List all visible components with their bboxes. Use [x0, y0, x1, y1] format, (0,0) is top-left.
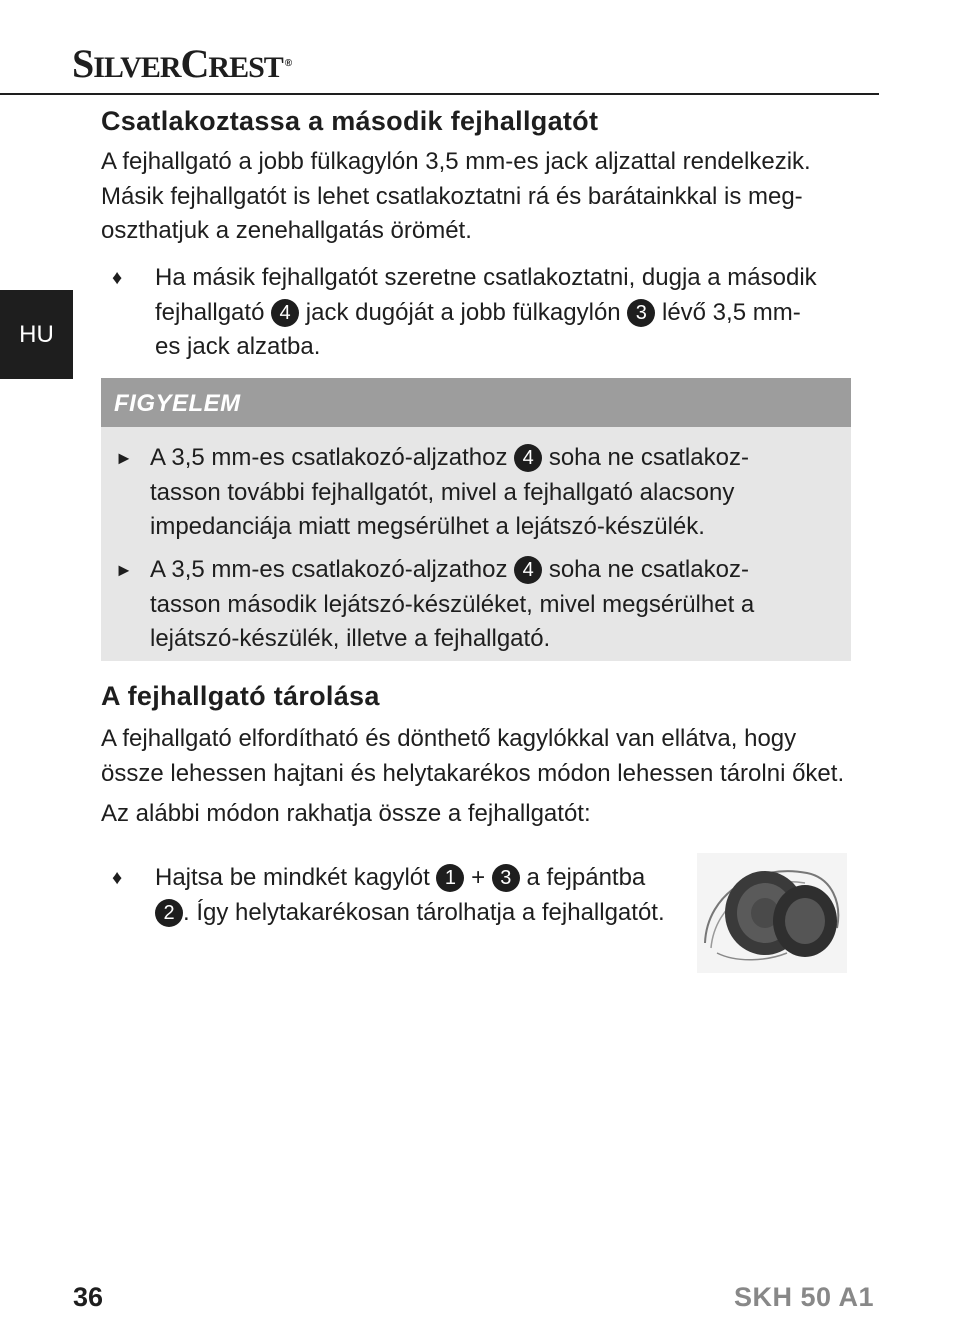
warning-item	[115, 553, 835, 657]
text-line: A 3,5 mm-es csatlakozó-aljzathoz 4 soha ne csatlakoz-	[150, 444, 749, 471]
text-line: fejhallgató 4 jack dugóját a jobb fülkagylón 3 lévő 3,5 mm-	[155, 298, 801, 326]
brand-logo: SILVERCREST ®	[72, 41, 292, 86]
model-number: SKH 50 A1	[733, 1282, 874, 1312]
diamond-bullet-icon: ♦	[112, 867, 123, 889]
part-number-badge: 4	[514, 444, 542, 472]
page-number: 36	[73, 1282, 104, 1312]
text-line: 2 . Így helytakarékosan tárolhatja a fejhallgatót.	[155, 896, 702, 931]
text-line: impedanciája miatt megsérülhet a lejátszó-készülék.	[150, 513, 705, 540]
part-number-badge: 3	[627, 299, 655, 327]
section1-paragraph	[101, 145, 861, 249]
fold-instruction	[112, 861, 702, 930]
part-number-badge: 3	[492, 864, 520, 892]
text-line: össze lehessen hajtani és helytakarékos módon lehessen tárolni őket.	[101, 759, 845, 787]
header-rule	[0, 93, 879, 95]
text-line: Másik fejhallgatót is lehet csatlakoztatni rá és barátainkkal is meg-	[101, 182, 803, 210]
language-tab	[0, 290, 73, 379]
part-number-badge: 4	[271, 299, 299, 327]
section-title-storage: A fejhallgató tárolása	[101, 681, 380, 711]
part-number-badge: 4	[514, 556, 542, 584]
arrow-bullet-icon: ►	[115, 560, 133, 580]
language-label: HU	[19, 320, 54, 348]
section2-intro: Az alábbi módon rakhatja össze a fejhallgatót:	[101, 800, 591, 827]
section-title-connect: Csatlakoztassa a második fejhallgatót	[101, 106, 599, 136]
text-line: A fejhallgató a jobb fülkagylón 3,5 mm-es jack aljzattal rendelkezik.	[101, 148, 811, 175]
text-line: es jack alzatba.	[155, 333, 321, 360]
connect-instruction	[112, 261, 852, 365]
warning-heading: FIGYELEM	[101, 378, 851, 427]
text-line: tasson további fejhallgatót, mivel a fejhallgató alacsony	[150, 478, 735, 506]
text-line: lejátszó-készülék, illetve a fejhallgató.	[150, 625, 551, 652]
text-line: A fejhallgató elfordítható és dönthető kagylókkal van ellátva, hogy	[101, 725, 797, 752]
arrow-bullet-icon: ►	[115, 448, 133, 468]
text-line: A 3,5 mm-es csatlakozó-aljzathoz 4 soha ne csatlakoz-	[150, 556, 749, 583]
folded-headphones-image	[697, 853, 847, 973]
diamond-bullet-icon: ♦	[112, 267, 123, 289]
folded-headphones-icon	[697, 853, 847, 973]
text-line: oszthatjuk a zenehallgatás örömét.	[101, 217, 472, 244]
part-number-badge: 1	[436, 864, 464, 892]
section2-paragraph	[101, 722, 871, 791]
warning-item	[115, 441, 835, 545]
text-line: Ha másik fejhallgatót szeretne csatlakoztatni, dugja a második	[155, 264, 817, 291]
text-line: tasson második lejátszó-készüléket, mivel megsérülhet a	[150, 590, 755, 618]
part-number-badge: 2	[155, 899, 183, 927]
warning-box	[101, 427, 851, 661]
text-line: Hajtsa be mindkét kagylót 1 + 3 a fejpántba	[155, 864, 646, 891]
